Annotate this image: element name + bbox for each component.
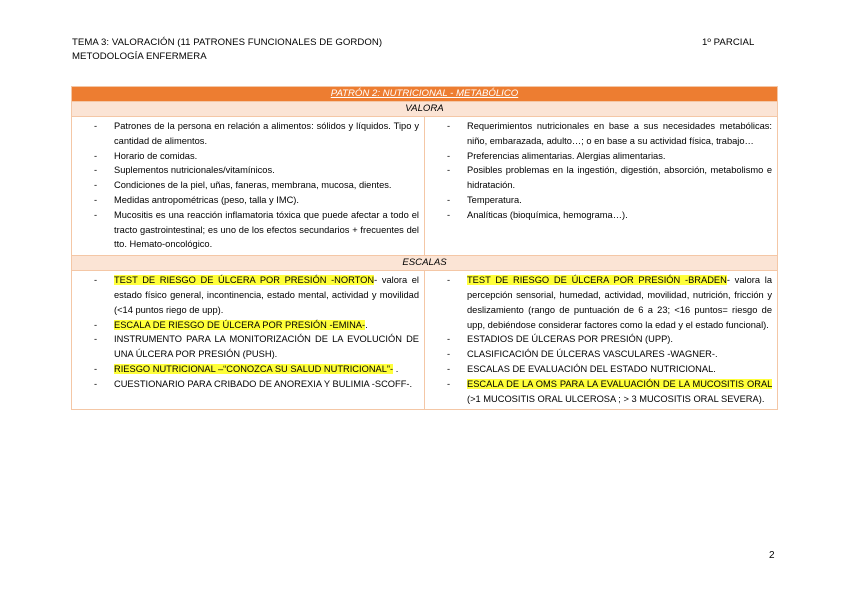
header-topic: TEMA 3: VALORACIÓN (11 PATRONES FUNCIONALES DE GORDON)	[72, 37, 383, 48]
highlighted-scale-name: ESCALA DE RIESGO DE ÚLCERA POR PRESIÓN -EMINA-	[114, 319, 366, 330]
item-text: - valora el estado físico general, incontinencia, estado mental, actividad y movilidad (<14 puntos riego de upp).	[114, 275, 419, 315]
highlighted-scale-name: TEST DE RIESGO DE ÚLCERA POR PRESIÓN -NORTON	[114, 275, 375, 286]
item-text: .	[393, 363, 399, 374]
valora-right-cell	[425, 117, 778, 256]
item-text: INSTRUMENTO PARA LA MONITORIZACIÓN DE LA EVOLUCIÓN DE UNA ÚLCERA POR PRESIÓN (PUSH).	[114, 334, 419, 360]
item-text: .	[365, 319, 368, 330]
highlighted-scale-name: TEST DE RIESGO DE ÚLCERA POR PRESIÓN -BRADEN	[467, 275, 727, 286]
escalas-left-cell	[72, 271, 425, 410]
list-item	[72, 332, 424, 362]
escalas-left-list	[72, 273, 424, 391]
list-item	[425, 332, 777, 347]
highlighted-scale-name: ESCALA DE LA OMS PARA LA EVALUACIÓN DE LA MUCOSITIS ORAL	[467, 378, 772, 389]
valora-right-list	[425, 119, 777, 223]
list-item: - Horario de comidas.	[72, 149, 424, 164]
list-item	[425, 362, 777, 377]
item-text: ESTADIOS DE ÚLCERAS POR PRESIÓN (UPP).	[467, 334, 673, 345]
list-item: - Medidas antropométricas (peso, talla y IMC).	[72, 193, 424, 208]
list-item	[425, 273, 777, 332]
list-item: - Patrones de la persona en relación a alimentos: sólidos y líquidos. Tipo y cantidad de alimentos.	[72, 119, 424, 149]
list-item	[425, 347, 777, 362]
item-text: CLASIFICACIÓN DE ÚLCERAS VASCULARES -WAGNER-.	[467, 349, 718, 360]
pattern-table	[71, 86, 778, 410]
escalas-right-list	[425, 273, 777, 406]
list-item	[72, 318, 424, 333]
highlighted-scale-name: RIESGO NUTRICIONAL –“CONOZCA SU SALUD NUTRICIONAL”-	[114, 363, 394, 374]
header-term: 1º PARCIAL	[702, 37, 755, 48]
list-item	[425, 377, 777, 407]
valora-left-list	[72, 119, 424, 252]
page-number: 2	[769, 550, 775, 561]
item-text: - valora la percepción sensorial, humedad, actividad, movilidad, nutrición, fricción y deslizamiento (rango de puntuación de 6 a 23; <16 puntos= riesgo de upp, debiéndose considerar factores como la edad y el estado funcional).	[467, 275, 772, 330]
list-item: - Preferencias alimentarias. Alergias alimentarias.	[425, 149, 777, 164]
list-item: - Analíticas (bioquímica, hemograma…).	[425, 208, 777, 223]
list-item: - Condiciones de la piel, uñas, faneras, membrana, mucosa, dientes.	[72, 178, 424, 193]
section-valora-heading: VALORA	[72, 102, 778, 117]
list-item	[72, 362, 424, 377]
list-item: - Suplementos nutricionales/vitamínicos.	[72, 163, 424, 178]
list-item	[72, 377, 424, 392]
item-text: ESCALAS DE EVALUACIÓN DEL ESTADO NUTRICIONAL.	[467, 363, 716, 374]
item-text: CUESTIONARIO PARA CRIBADO DE ANOREXIA Y BULIMIA -SCOFF-.	[114, 378, 413, 389]
item-text: (>1 MUCOSITIS ORAL ULCEROSA ; > 3 MUCOSITIS ORAL SEVERA).	[467, 393, 765, 404]
document-header	[72, 36, 382, 64]
list-item: - Temperatura.	[425, 193, 777, 208]
list-item: - Mucositis es una reacción inflamatoria tóxica que puede afectar a todo el tracto gastrointestinal; es uno de los efectos secundarios + frecuentes del tto. Hemato-oncológico.	[72, 208, 424, 252]
list-item: - Requerimientos nutricionales en base a sus necesidades metabólicas: niño, embarazada, adulto…; o en base a su actividad física, trabajo…	[425, 119, 777, 149]
escalas-right-cell	[425, 271, 778, 410]
table-title: PATRÓN 2: NUTRICIONAL - METABÓLICO	[72, 87, 778, 102]
section-escalas-heading: ESCALAS	[72, 256, 778, 271]
header-subject: METODOLOGÍA ENFERMERA	[72, 51, 207, 62]
list-item: - Posibles problemas en la ingestión, digestión, absorción, metabolismo e hidratación.	[425, 163, 777, 193]
list-item	[72, 273, 424, 317]
valora-left-cell	[72, 117, 425, 256]
